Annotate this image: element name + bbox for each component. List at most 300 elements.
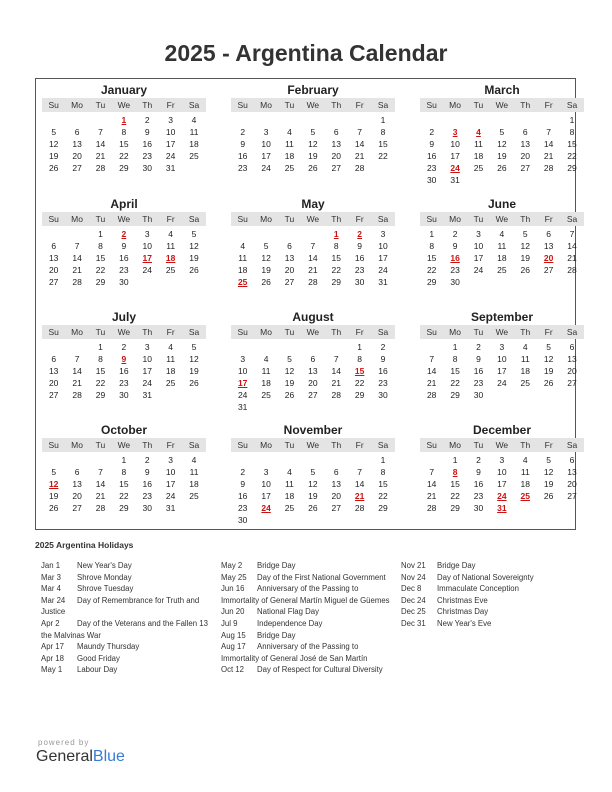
day-cell: 16 (142, 139, 152, 149)
day-cell: 5 (51, 467, 57, 477)
day-cell: 19 (284, 378, 295, 388)
weekday-header (42, 98, 206, 112)
day-cell: 14 (426, 366, 437, 376)
month-name: December (472, 423, 532, 437)
day-cell: 20 (331, 151, 341, 161)
day-cell: 23 (450, 265, 460, 275)
day-cell: 25 (497, 265, 507, 275)
day-cell: 5 (499, 127, 505, 137)
day-cell: 26 (189, 378, 199, 388)
holiday-item (41, 664, 211, 676)
day-cell: 26 (520, 265, 530, 275)
day-cell: 26 (48, 503, 59, 513)
weekday-label: We (306, 100, 320, 110)
day-cell: 13 (567, 467, 577, 477)
holiday-day-cell: 1 (121, 115, 127, 125)
brand-logo[interactable] (36, 748, 125, 766)
holiday-item (41, 641, 211, 653)
weekday-label: Su (426, 214, 437, 224)
day-cell: 5 (51, 127, 57, 137)
day-cell (301, 454, 324, 466)
day-cell: 24 (142, 265, 152, 275)
day-cell: 11 (261, 366, 271, 376)
page-title: 2025 - Argentina Calendar (164, 40, 448, 66)
week-row (231, 264, 395, 276)
day-cell: 12 (308, 479, 318, 489)
week-row (42, 228, 206, 240)
day-cell: 1 (452, 342, 458, 352)
day-cell: 1 (429, 229, 435, 239)
day-cell: 7 (333, 354, 339, 364)
day-cell: 2 (429, 127, 435, 137)
day-cell (278, 114, 301, 126)
day-cell (301, 401, 324, 413)
day-cell: 27 (308, 390, 318, 400)
month-name: June (487, 197, 516, 211)
day-cell: 13 (567, 354, 577, 364)
week-row (231, 138, 395, 150)
day-cell: 21 (72, 378, 82, 388)
day-cell: 11 (238, 253, 248, 263)
week-row (42, 490, 206, 502)
holiday-item (41, 560, 211, 572)
weekday-label: Mo (71, 440, 83, 450)
day-cell: 1 (380, 115, 386, 125)
day-cell: 13 (331, 479, 341, 489)
day-cell: 8 (569, 127, 575, 137)
week-row (420, 341, 584, 353)
brand-blue: Blue (92, 748, 125, 765)
weekday-label: Tu (95, 327, 106, 337)
weekday-label: Sa (188, 440, 200, 450)
weekday-label: Fr (544, 327, 553, 337)
weekday-label: Su (237, 440, 248, 450)
day-cell: 7 (429, 354, 435, 364)
day-cell: 1 (121, 455, 127, 465)
weekday-label: Fr (166, 214, 175, 224)
holiday-list-column-3 (401, 560, 571, 630)
day-cell: 16 (426, 151, 437, 161)
month-name: April (110, 197, 138, 211)
day-cell: 27 (543, 265, 554, 275)
day-cell: 15 (119, 139, 129, 149)
day-cell: 13 (308, 366, 318, 376)
day-cell (514, 389, 537, 401)
day-cell (278, 341, 301, 353)
day-cell: 22 (426, 265, 437, 275)
day-cell (182, 162, 205, 174)
weekday-header (231, 98, 395, 112)
day-cell: 30 (426, 175, 437, 185)
day-cell (537, 502, 560, 514)
weekday-label: Fr (355, 440, 364, 450)
day-cell: 24 (142, 378, 152, 388)
weekday-header (420, 325, 584, 339)
day-cell: 12 (308, 139, 318, 149)
day-cell: 22 (119, 151, 129, 161)
day-cell: 3 (168, 115, 174, 125)
holiday-name: Day of Remembrance for Truth and Justice (41, 595, 200, 617)
day-cell: 2 (144, 455, 150, 465)
day-cell: 25 (165, 378, 176, 388)
day-cell: 7 (74, 241, 80, 251)
day-cell: 31 (237, 402, 248, 412)
day-cell (42, 341, 65, 353)
week-row (231, 478, 395, 490)
day-cell: 19 (497, 151, 507, 161)
day-cell: 30 (473, 390, 484, 400)
day-cell: 5 (191, 342, 197, 352)
day-cell: 2 (240, 127, 246, 137)
holiday-day-cell: 25 (237, 277, 248, 287)
day-cell: 28 (567, 265, 577, 275)
day-cell: 29 (378, 503, 388, 513)
day-cell: 14 (331, 366, 341, 376)
day-cell: 25 (284, 503, 295, 513)
day-cell: 21 (543, 151, 554, 161)
week-row (420, 252, 584, 264)
day-cell: 22 (567, 151, 577, 161)
day-cell (301, 114, 324, 126)
day-cell: 11 (520, 467, 530, 477)
day-cell (537, 276, 560, 288)
day-cell: 15 (378, 139, 388, 149)
day-cell: 27 (520, 163, 530, 173)
day-cell: 17 (378, 253, 388, 263)
day-cell: 22 (331, 265, 341, 275)
day-cell: 29 (567, 163, 577, 173)
weekday-label: Mo (449, 327, 461, 337)
day-cell: 30 (142, 503, 152, 513)
holiday-item (41, 572, 211, 584)
day-cell: 4 (499, 229, 505, 239)
month-january (42, 83, 206, 174)
day-cell: 22 (95, 378, 106, 388)
day-cell: 23 (142, 491, 152, 501)
day-cell: 4 (522, 455, 528, 465)
week-row (231, 341, 395, 353)
day-cell: 10 (237, 366, 248, 376)
day-cell: 18 (520, 479, 530, 489)
month-october (42, 423, 206, 514)
day-cell: 21 (95, 151, 106, 161)
day-cell: 5 (546, 455, 552, 465)
day-cell: 21 (308, 265, 318, 275)
weekday-header (420, 212, 584, 226)
weekday-label: Fr (166, 327, 175, 337)
weekday-label: Su (426, 100, 437, 110)
day-cell: 25 (261, 390, 271, 400)
weekday-label: Fr (166, 440, 175, 450)
day-cell (537, 114, 560, 126)
day-cell: 21 (567, 253, 577, 263)
week-row (420, 377, 584, 389)
day-cell: 29 (450, 503, 460, 513)
day-cell (254, 341, 277, 353)
day-cell: 29 (331, 277, 341, 287)
day-cell: 10 (261, 139, 271, 149)
holiday-name: Shrove Tuesday (77, 584, 134, 594)
holiday-day-cell: 17 (237, 378, 248, 388)
month-name: May (301, 197, 325, 211)
day-cell: 17 (261, 151, 271, 161)
weekday-header (420, 98, 584, 112)
day-cell: 6 (333, 127, 339, 137)
day-cell: 18 (165, 366, 176, 376)
day-cell: 17 (261, 491, 271, 501)
holiday-date: Nov 21 (401, 561, 426, 570)
weekday-label: Th (142, 100, 153, 110)
day-cell: 29 (426, 277, 437, 287)
weekday-label: Tu (473, 214, 484, 224)
day-cell (348, 454, 371, 466)
day-cell: 9 (121, 241, 127, 251)
day-cell: 15 (426, 253, 437, 263)
day-cell: 25 (189, 491, 199, 501)
holiday-item (221, 618, 391, 630)
day-cell: 3 (499, 455, 505, 465)
day-cell: 12 (543, 467, 554, 477)
day-cell: 16 (119, 366, 129, 376)
weekday-label: Tu (284, 440, 295, 450)
day-cell (182, 389, 205, 401)
day-cell (65, 114, 88, 126)
day-cell: 17 (497, 479, 507, 489)
day-cell: 7 (357, 467, 363, 477)
week-row (42, 240, 206, 252)
holiday-name: Shrove Monday (77, 572, 132, 582)
weekday-label: Tu (473, 100, 484, 110)
day-cell (182, 276, 205, 288)
day-cell (278, 401, 301, 413)
weekday-header (420, 438, 584, 452)
day-cell (490, 174, 513, 186)
weekday-label: Mo (449, 100, 461, 110)
holiday-day-cell: 8 (452, 467, 458, 477)
day-cell: 8 (98, 241, 103, 251)
day-cell: 31 (142, 390, 152, 400)
day-cell: 14 (72, 366, 82, 376)
day-cell: 6 (74, 467, 80, 477)
weekday-label: Su (48, 214, 59, 224)
holiday-name: Anniversary of the Passing to Immortality of General José de San Martín (221, 642, 368, 663)
weekday-label: Su (48, 100, 59, 110)
day-cell: 23 (378, 378, 388, 388)
month-march (420, 83, 584, 186)
day-cell: 29 (119, 163, 129, 173)
week-row (231, 454, 395, 466)
holiday-day-cell: 2 (121, 229, 127, 239)
weekday-label: We (117, 327, 131, 337)
holiday-day-cell: 31 (497, 503, 507, 513)
day-cell (89, 114, 112, 126)
day-cell (348, 401, 371, 413)
holiday-day-cell: 20 (543, 253, 554, 263)
weekday-label: Su (237, 214, 248, 224)
day-cell: 28 (95, 503, 106, 513)
day-cell: 23 (237, 163, 248, 173)
weekday-label: Su (48, 327, 59, 337)
weekday-label: Th (331, 100, 342, 110)
day-cell: 16 (378, 366, 388, 376)
holiday-name: Labour Day (77, 665, 118, 675)
weekday-label: Th (520, 100, 531, 110)
day-cell: 26 (543, 378, 554, 388)
week-row (42, 264, 206, 276)
holiday-date: Mar 4 (41, 584, 61, 594)
holiday-day-cell: 25 (520, 491, 530, 501)
day-cell: 23 (119, 378, 129, 388)
day-cell (560, 174, 583, 186)
weekday-label: Su (426, 327, 437, 337)
day-cell: 6 (287, 241, 292, 251)
day-cell: 12 (497, 139, 507, 149)
weekday-label: Fr (544, 440, 553, 450)
month-september (420, 310, 584, 401)
holiday-day-cell: 3 (452, 127, 458, 137)
day-cell: 13 (48, 253, 59, 263)
holiday-date: Dec 8 (401, 584, 422, 594)
day-cell (514, 276, 537, 288)
holiday-date: Dec 24 (401, 595, 426, 605)
day-cell (278, 454, 301, 466)
day-cell: 7 (74, 354, 80, 364)
weekday-label: Sa (377, 327, 389, 337)
day-cell: 23 (426, 163, 437, 173)
day-cell: 21 (426, 491, 437, 501)
week-row (420, 138, 584, 150)
day-cell: 28 (354, 503, 365, 513)
day-cell: 18 (189, 479, 199, 489)
month-july (42, 310, 206, 401)
day-cell (467, 174, 490, 186)
weekday-label: We (117, 100, 131, 110)
day-cell (159, 389, 182, 401)
day-cell: 1 (98, 342, 103, 352)
weekday-label: Mo (260, 440, 272, 450)
day-cell: 27 (72, 163, 82, 173)
day-cell: 4 (287, 127, 292, 137)
week-row (231, 353, 395, 365)
holiday-name: Good Friday (77, 653, 120, 663)
day-cell: 7 (429, 467, 435, 477)
day-cell: 28 (95, 163, 106, 173)
weekday-label: Th (142, 214, 153, 224)
day-cell (371, 162, 394, 174)
holiday-date: Dec 31 (401, 618, 426, 628)
holiday-item (221, 641, 391, 664)
weekday-label: Tu (473, 327, 484, 337)
month-name: October (100, 423, 147, 437)
day-cell (159, 276, 182, 288)
day-cell: 10 (165, 467, 176, 477)
day-cell (231, 454, 254, 466)
month-name: August (292, 310, 334, 324)
day-cell: 30 (473, 503, 484, 513)
week-row (420, 264, 584, 276)
weekday-label: Su (237, 100, 248, 110)
day-cell: 15 (95, 366, 106, 376)
weekday-label: We (306, 327, 320, 337)
day-cell: 18 (189, 139, 199, 149)
day-cell: 6 (51, 354, 57, 364)
day-cell: 2 (240, 467, 246, 477)
holiday-day-cell: 12 (48, 479, 59, 489)
week-row (231, 252, 395, 264)
day-cell: 31 (450, 175, 460, 185)
day-cell (420, 454, 443, 466)
day-cell: 11 (474, 139, 483, 149)
holiday-day-cell: 21 (354, 491, 365, 501)
day-cell (254, 114, 277, 126)
day-cell: 16 (354, 253, 365, 263)
day-cell: 27 (331, 503, 341, 513)
day-cell (231, 114, 254, 126)
day-cell (325, 454, 348, 466)
day-cell: 26 (308, 163, 318, 173)
day-cell: 21 (354, 151, 365, 161)
week-row (42, 276, 206, 288)
holiday-name: Immaculate Conception (437, 584, 519, 594)
weekday-label: We (306, 440, 320, 450)
weekday-label: Sa (377, 214, 389, 224)
day-cell (348, 114, 371, 126)
day-cell: 27 (72, 503, 82, 513)
day-cell: 17 (142, 366, 152, 376)
weekday-label: Tu (284, 100, 295, 110)
month-august (231, 310, 395, 413)
day-cell: 23 (237, 503, 248, 513)
holiday-name: Maundy Thursday (77, 642, 140, 652)
day-cell (371, 514, 394, 526)
weekday-label: Su (237, 327, 248, 337)
day-cell: 7 (546, 127, 552, 137)
month-name: March (484, 83, 520, 97)
weekday-label: We (495, 440, 509, 450)
day-cell: 9 (452, 241, 458, 251)
day-cell (443, 114, 466, 126)
day-cell: 13 (72, 479, 82, 489)
day-cell (537, 389, 560, 401)
day-cell: 1 (452, 455, 458, 465)
holiday-date: Nov 24 (401, 572, 426, 582)
day-cell: 16 (119, 253, 129, 263)
month-june (420, 197, 584, 288)
holiday-item (401, 583, 571, 595)
holiday-name: Christmas Eve (437, 595, 488, 605)
month-name: January (100, 83, 148, 97)
week-row (420, 454, 584, 466)
day-cell: 1 (380, 455, 386, 465)
day-cell: 2 (476, 342, 481, 352)
day-cell: 24 (237, 390, 248, 400)
week-row (42, 365, 206, 377)
day-cell: 6 (522, 127, 528, 137)
weekday-label: We (117, 214, 131, 224)
day-cell: 1 (98, 229, 103, 239)
weekday-label: Tu (473, 440, 484, 450)
holiday-day-cell: 9 (121, 354, 127, 364)
day-cell (560, 276, 583, 288)
day-cell: 5 (546, 342, 552, 352)
holiday-list-column-2 (221, 560, 391, 676)
day-cell: 4 (191, 455, 197, 465)
day-cell: 24 (165, 151, 176, 161)
day-cell: 15 (567, 139, 577, 149)
day-cell (467, 276, 490, 288)
week-row (420, 502, 584, 514)
day-cell: 7 (98, 467, 103, 477)
